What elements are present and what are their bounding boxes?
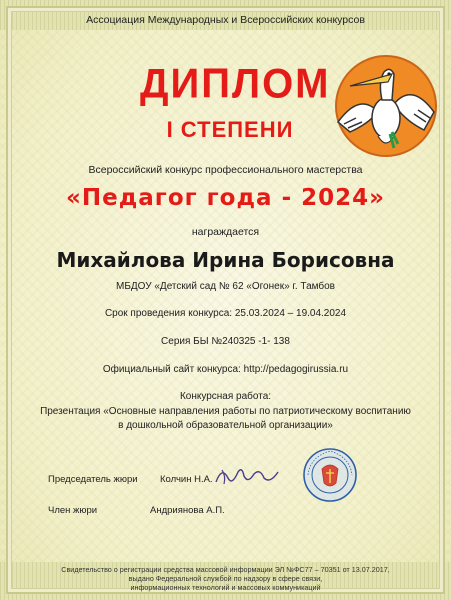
contest-period: Срок проведения конкурса: 25.03.2024 – 19.04.2024 xyxy=(104,308,347,319)
contest-name: «Педагог года - 2024» xyxy=(66,185,385,211)
institution-name: МБДОУ «Детский сад № 62 «Огонек» г. Тамбов xyxy=(116,281,335,292)
work-title xyxy=(0,405,451,433)
registration-footer xyxy=(0,565,451,592)
work-title-line-1: Презентация «Основные направления работы по патриотическому воспитанию xyxy=(40,406,411,417)
member-name: Андриянова А.П. xyxy=(150,505,225,516)
member-role: Член жюри xyxy=(48,505,98,516)
recipient-name: Михайлова Ирина Борисовна xyxy=(56,248,395,272)
association-name: Ассоциация Международных и Всероссийских конкурсов xyxy=(86,14,365,26)
official-website: Официальный сайт конкурса: http://pedagogirussia.ru xyxy=(102,364,349,375)
awarded-label: награждается xyxy=(191,226,260,238)
official-seal-icon xyxy=(302,447,358,503)
handwritten-signature-icon xyxy=(212,462,282,490)
footer-line-2: выдано Федеральной службой по надзору в сфере связи, xyxy=(128,574,323,583)
contest-type: Всероссийский конкурс профессионального мастерства xyxy=(88,164,363,176)
work-title-line-2: в дошкольной образовательной организации» xyxy=(118,420,333,431)
diploma-title: ДИПЛОМ xyxy=(140,60,331,108)
chair-role: Председатель жюри xyxy=(48,474,138,485)
pelican-logo-icon xyxy=(330,52,442,160)
chair-name: Колчин Н.А. xyxy=(160,474,213,485)
footer-line-3: информационных технологий и массовых коммуникаций xyxy=(130,583,321,592)
footer-line-1: Свидетельство о регистрации средства массовой информации ЭЛ №ФС77 – 70351 от 13.07.2017, xyxy=(61,565,390,574)
diploma-degree: I СТЕПЕНИ xyxy=(166,117,294,142)
work-label: Конкурсная работа: xyxy=(179,391,272,402)
serial-number: Серия БЫ №240325 -1- 138 xyxy=(161,336,290,347)
